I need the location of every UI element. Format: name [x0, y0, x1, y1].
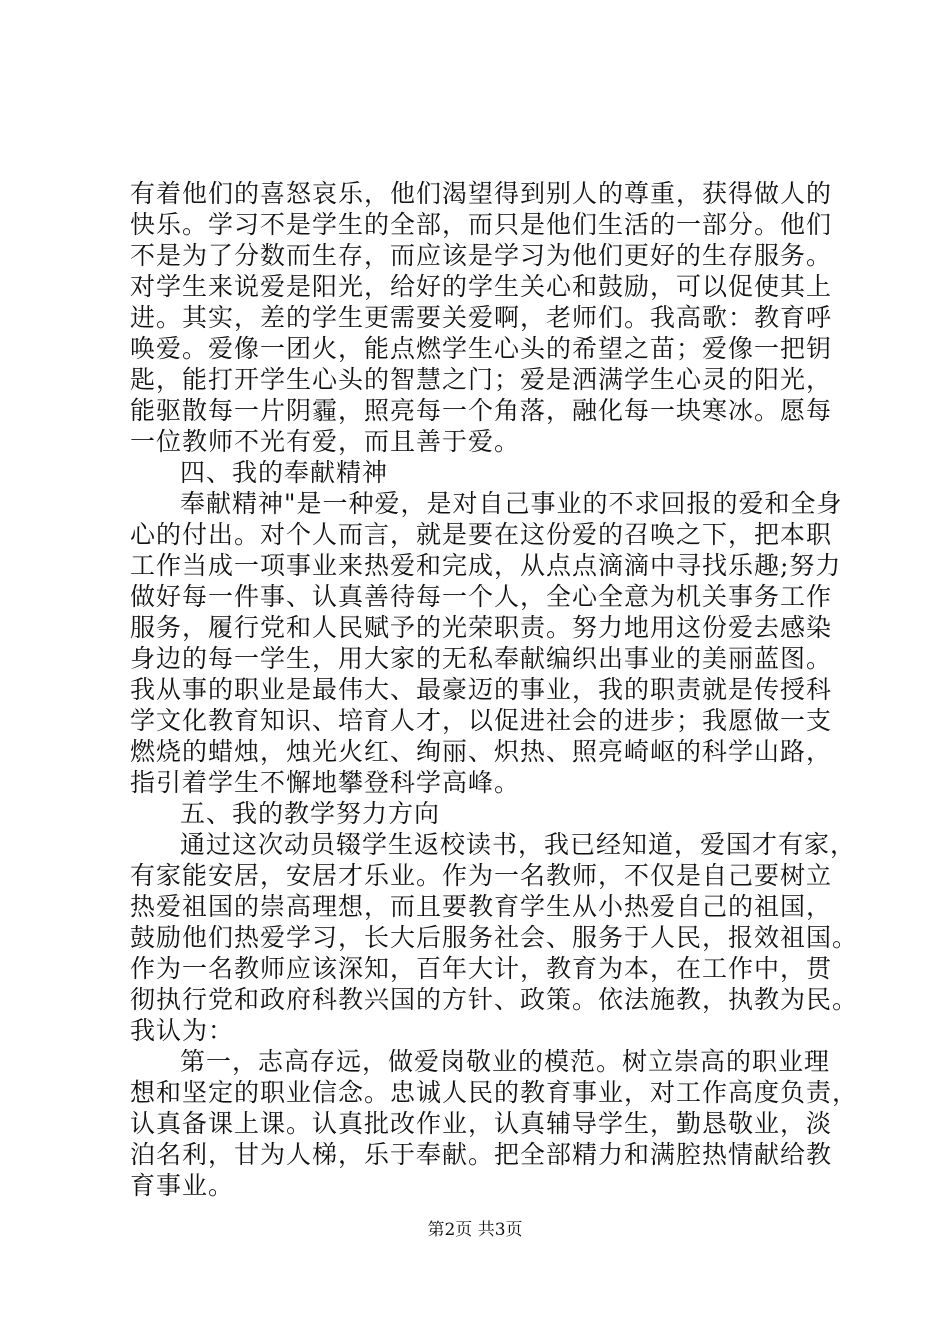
text-line: 育事业。: [130, 1171, 235, 1200]
text-line: 有着他们的喜怒哀乐，他们渴望得到别人的尊重，获得做人的: [130, 179, 833, 208]
text-line: 认真备课上课。认真批改作业，认真辅导学生，勤恳敬业，淡: [130, 1109, 833, 1138]
section-heading: 四、我的奉献精神: [180, 458, 389, 487]
text-line: 能驱散每一片阴霾，照亮每一个角落，融化每一块寒冰。愿每: [130, 396, 833, 425]
text-line: 热爱祖国的崇高理想，而且要教育学生从小热爱自己的祖国，: [130, 892, 833, 921]
text-line: 有家能安居，安居才乐业。作为一名教师，不仅是自己要树立: [130, 861, 833, 890]
text-line: 快乐。学习不是学生的全部，而只是他们生活的一部分。他们: [130, 210, 833, 239]
text-line: 泊名利，甘为人梯，乐于奉献。把全部精力和满腔热情献给教: [130, 1140, 833, 1169]
text-line: 燃烧的蜡烛，烛光火红、绚丽、炽热、照亮崎岖的科学山路，: [130, 737, 833, 766]
text-line: 对学生来说爱是阳光，给好的学生关心和鼓励，可以促使其上: [130, 272, 833, 301]
text-line: 做好每一件事、认真善待每一个人，全心全意为机关事务工作: [130, 582, 833, 611]
text-line: 鼓励他们热爱学习，长大后服务社会、服务于人民，报效祖国。: [130, 923, 859, 952]
text-line: 我从事的职业是最伟大、最豪迈的事业，我的职责就是传授科: [130, 675, 833, 704]
text-line: 我认为：: [130, 1016, 235, 1045]
text-line: 一位教师不光有爱，而且善于爱。: [130, 427, 521, 456]
text-line: 指引着学生不懈地攀登科学高峰。: [130, 768, 521, 797]
text-line: 心的付出。对个人而言，就是要在这份爱的召唤之下，把本职: [130, 520, 833, 549]
page-number-footer: 第2页 共3页: [427, 1220, 523, 1240]
text-line: 唤爱。爱像一团火，能点燃学生心头的希望之苗；爱像一把钥: [130, 334, 833, 363]
text-line: 身边的每一学生，用大家的无私奉献编织出事业的美丽蓝图。: [130, 644, 833, 673]
section-heading: 五、我的教学努力方向: [180, 799, 441, 828]
paragraph-start-line: 奉献精神"是一种爱，是对自己事业的不求回报的爱和全身: [180, 489, 843, 518]
text-line: 不是为了分数而生存，而应该是学习为他们更好的生存服务。: [130, 241, 833, 270]
text-line: 作为一名教师应该深知，百年大计，教育为本，在工作中，贯: [130, 954, 833, 983]
paragraph-start-line: 第一，志高存远，做爱岗敬业的模范。树立崇高的职业理: [180, 1047, 831, 1076]
text-line: 学文化教育知识、培育人才，以促进社会的进步；我愿做一支: [130, 706, 833, 735]
document-body: [130, 178, 859, 1201]
paragraph-start-line: 通过这次动员辍学生返校读书，我已经知道，爱国才有家，: [180, 830, 857, 859]
text-line: 匙，能打开学生心头的智慧之门；爱是洒满学生心灵的阳光，: [130, 365, 833, 394]
text-line: 工作当成一项事业来热爱和完成，从点点滴滴中寻找乐趣;努力: [130, 551, 842, 580]
text-line: 想和坚定的职业信念。忠诚人民的教育事业，对工作高度负责，: [130, 1078, 859, 1107]
text-line: 服务，履行党和人民赋予的光荣职责。努力地用这份爱去感染: [130, 613, 833, 642]
text-line: 进。其实，差的学生更需要关爱啊，老师们。我高歌：教育呼: [130, 303, 833, 332]
text-line: 彻执行党和政府科教兴国的方针、政策。依法施教，执教为民。: [130, 985, 859, 1014]
